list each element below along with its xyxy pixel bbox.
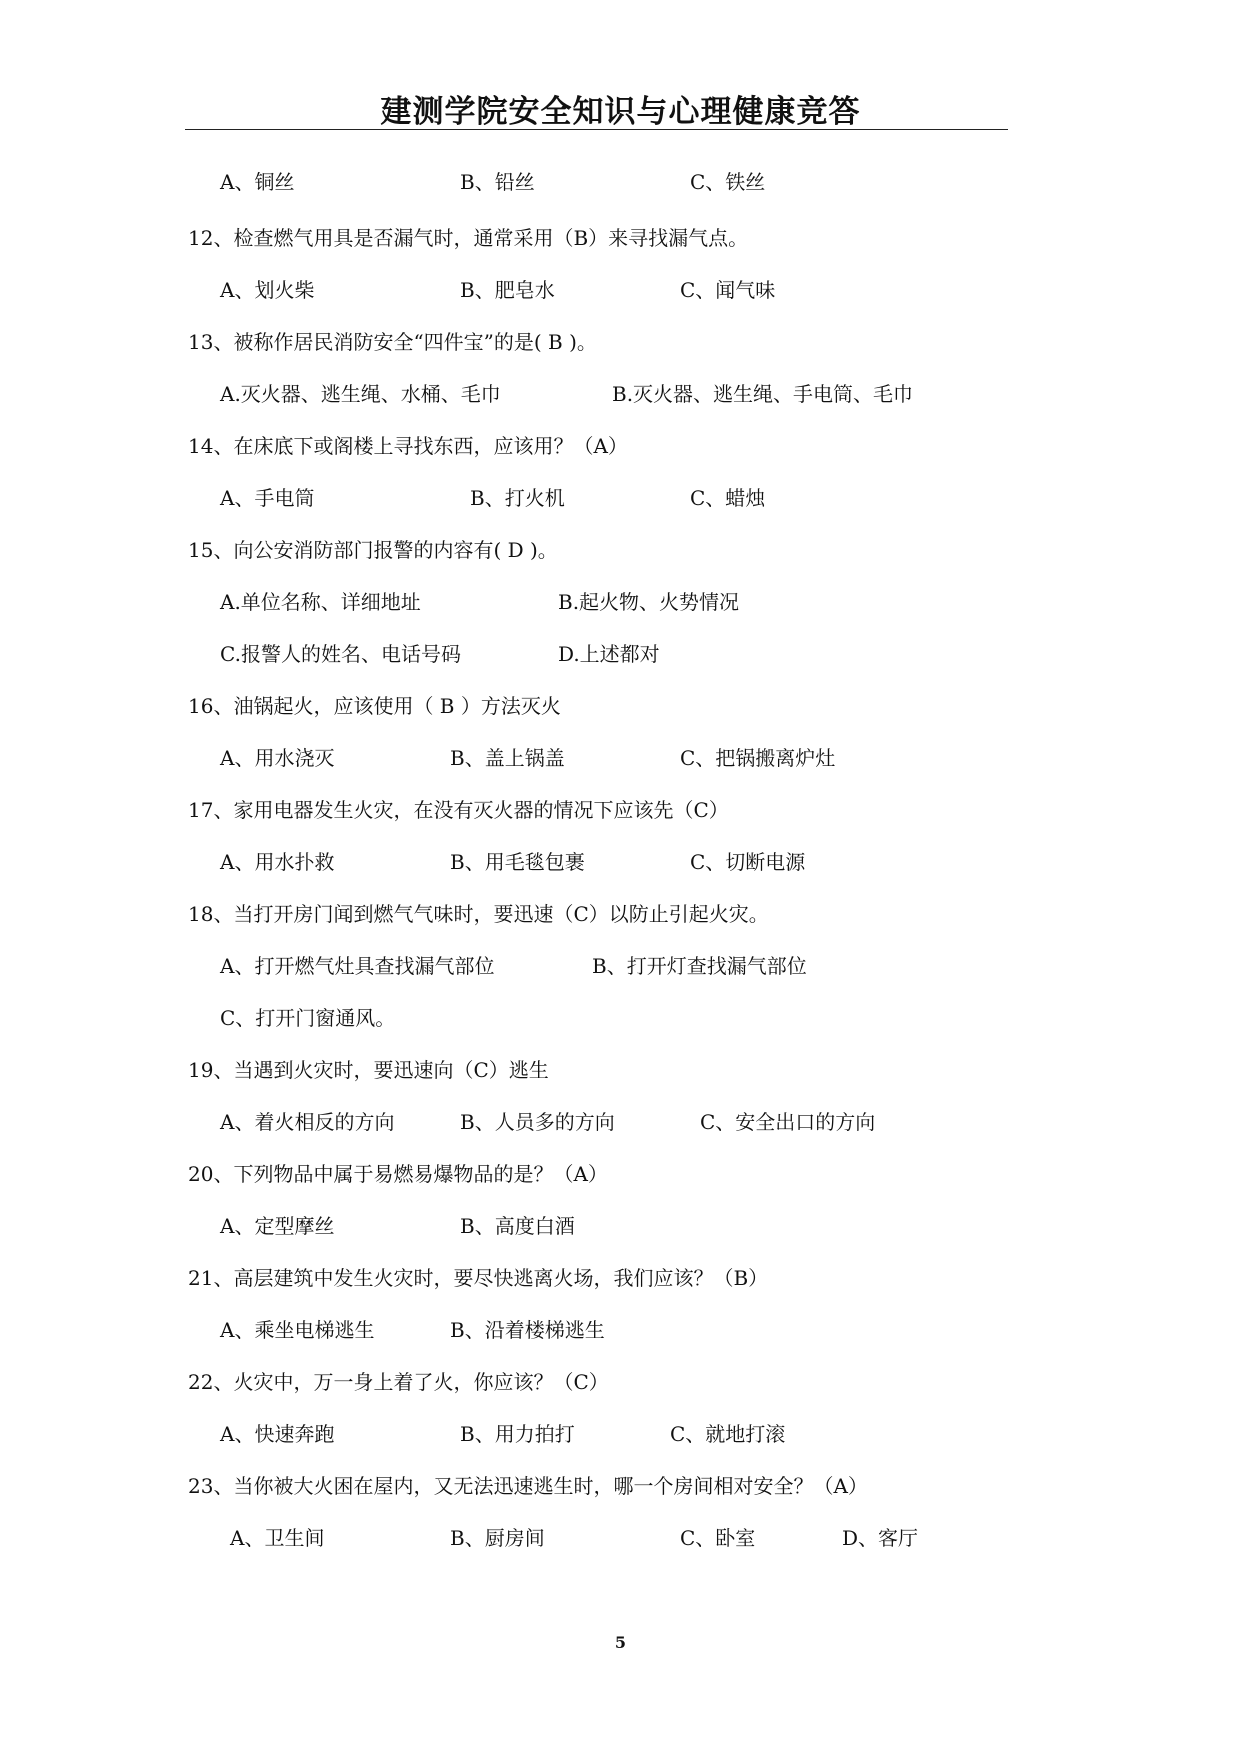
q15-option-d: D.上述都对	[558, 642, 660, 666]
q16-option-b: B、盖上锅盖	[450, 746, 565, 770]
q19-option-b: B、人员多的方向	[460, 1110, 615, 1134]
q23-option-c: C、卧室	[680, 1526, 756, 1550]
q12-option-a: A、划火柴	[220, 278, 315, 302]
q23-option-a: A、卫生间	[230, 1526, 325, 1550]
q16-option-c: C、把锅搬离炉灶	[680, 746, 836, 770]
q18-option-c: C、打开门窗通风。	[220, 1006, 396, 1030]
q14-question: 14、在床底下或阁楼上寻找东西，应该用？（A）	[188, 434, 628, 458]
page-header-title: 建测学院安全知识与心理健康竞答	[380, 94, 861, 130]
page-number: 5	[614, 1633, 627, 1652]
q17-option-a: A、用水扑救	[220, 850, 335, 874]
q21-option-b: B、沿着楼梯逃生	[450, 1318, 605, 1342]
q20-option-a: A、定型摩丝	[220, 1214, 335, 1238]
q22-option-b: B、用力拍打	[460, 1422, 575, 1446]
q14-option-b: B、打火机	[470, 486, 565, 510]
q12-option-b: B、肥皂水	[460, 278, 555, 302]
q16-question: 16、油锅起火，应该使用（ B ）方法灭火	[188, 694, 561, 718]
q11-option-c: C、铁丝	[690, 170, 766, 194]
q20-question: 20、下列物品中属于易燃易爆物品的是？（A）	[188, 1162, 608, 1186]
q18-option-a: A、打开燃气灶具查找漏气部位	[220, 954, 495, 978]
q19-option-a: A、着火相反的方向	[220, 1110, 395, 1134]
q14-option-c: C、蜡烛	[690, 486, 766, 510]
q17-option-b: B、用毛毯包裹	[450, 850, 585, 874]
q17-question: 17、家用电器发生火灾，在没有灭火器的情况下应该先（C）	[188, 798, 729, 822]
q23-option-d: D、客厅	[842, 1526, 919, 1550]
q23-question: 23、当你被大火困在屋内，又无法迅速逃生时，哪一个房间相对安全？（A）	[188, 1474, 868, 1498]
q19-question: 19、当遇到火灾时，要迅速向（C）逃生	[188, 1058, 549, 1082]
q16-option-a: A、用水浇灭	[220, 746, 335, 770]
q13-option-b: B.灭火器、逃生绳、手电筒、毛巾	[612, 382, 914, 406]
q15-option-b: B.起火物、火势情况	[558, 590, 740, 614]
q23-option-b: B、厨房间	[450, 1526, 545, 1550]
q22-option-c: C、就地打滚	[670, 1422, 786, 1446]
q18-question: 18、当打开房门闻到燃气气味时，要迅速（C）以防止引起火灾。	[188, 902, 769, 926]
header-rule	[185, 129, 1008, 130]
q20-option-b: B、高度白酒	[460, 1214, 575, 1238]
q19-option-c: C、安全出口的方向	[700, 1110, 876, 1134]
q18-option-b: B、打开灯查找漏气部位	[592, 954, 807, 978]
q22-question: 22、火灾中，万一身上着了火，你应该？（C）	[188, 1370, 609, 1394]
q13-question: 13、被称作居民消防安全“四件宝”的是( B )。	[188, 330, 597, 354]
q21-question: 21、高层建筑中发生火灾时，要尽快逃离火场，我们应该？（B）	[188, 1266, 769, 1290]
q17-option-c: C、切断电源	[690, 850, 806, 874]
q11-option-a: A、铜丝	[220, 170, 295, 194]
q21-option-a: A、乘坐电梯逃生	[220, 1318, 375, 1342]
q12-question: 12、检查燃气用具是否漏气时，通常采用（B）来寻找漏气点。	[188, 226, 749, 250]
q15-question: 15、向公安消防部门报警的内容有( D )。	[188, 538, 558, 562]
q15-option-a: A.单位名称、详细地址	[220, 590, 421, 614]
q15-option-c: C.报警人的姓名、电话号码	[220, 642, 461, 666]
q11-option-b: B、铅丝	[460, 170, 535, 194]
q22-option-a: A、快速奔跑	[220, 1422, 335, 1446]
q14-option-a: A、手电筒	[220, 486, 315, 510]
q12-option-c: C、闻气味	[680, 278, 776, 302]
q13-option-a: A.灭火器、逃生绳、水桶、毛巾	[220, 382, 501, 406]
